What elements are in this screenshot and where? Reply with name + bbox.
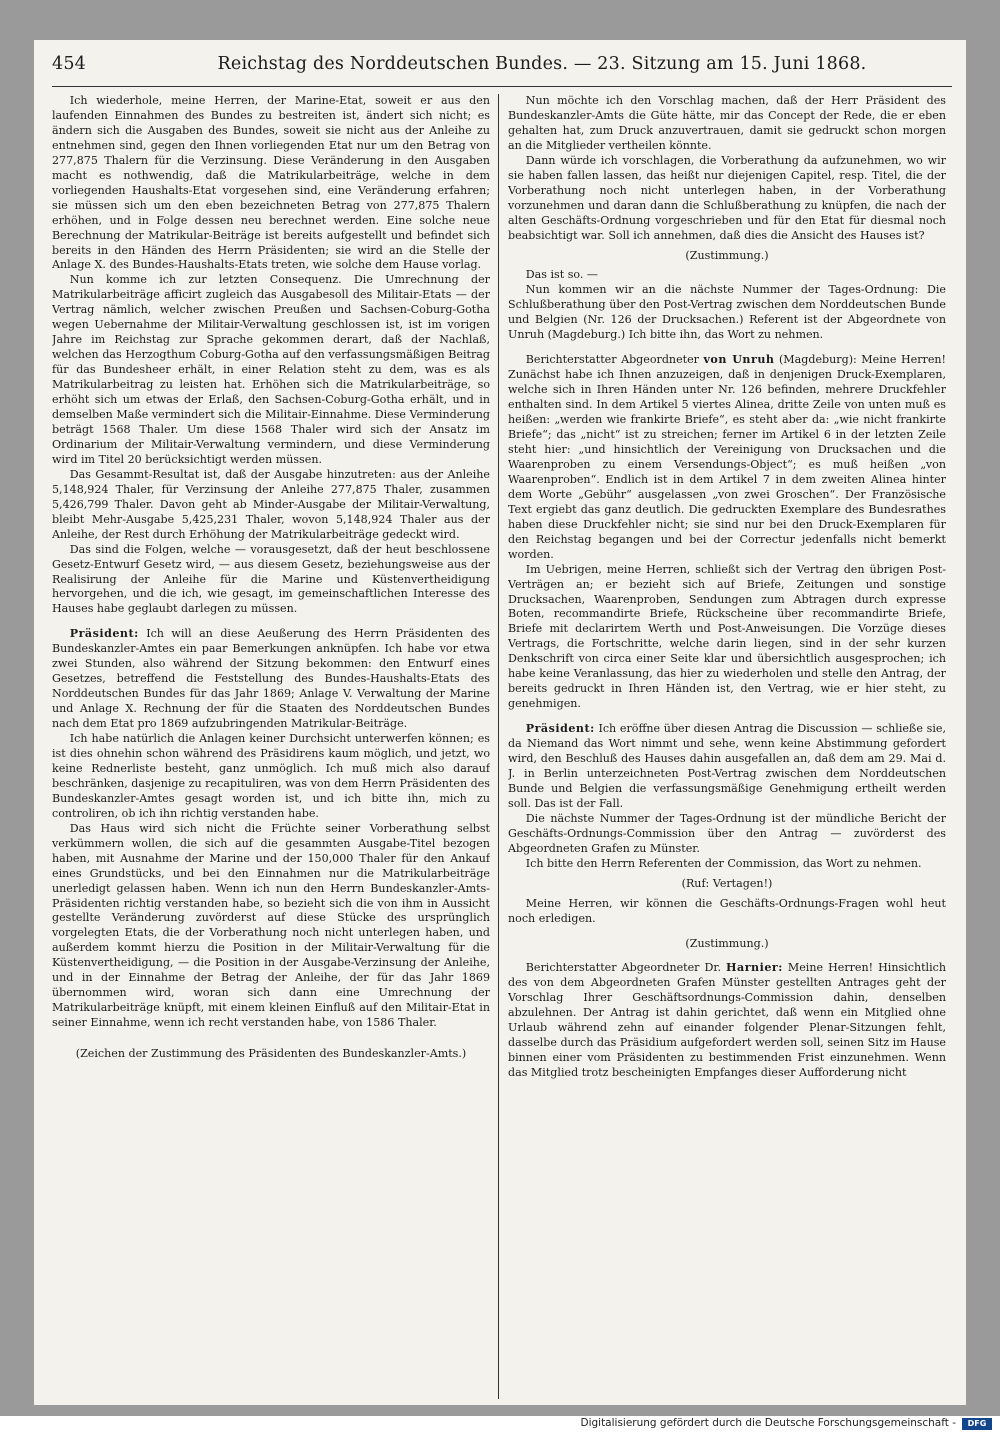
speech-text: Ich will an diese Aeußerung des Herrn Präsidenten des Bundeskanzler-Amtes ein paar Bemerkungen anknüpfen. Ich habe vor etwa zwei Stunden, also während der Sitzung bekommen: den Entwurf eines Gesetzes, betreffend die Feststellung des Bundes-Haushalts-Etats des Norddeutschen Bundes für das Jahr 1869; Anlage V. Verwaltung der Marine und Anlage X. Rechnung der für die Staaten des Norddeutschen Bundes nach dem Etat pro 1869 aufzubringenden Matrikular-Beiträge. [52,627,490,731]
speaker-name: Präsident: [69,627,139,641]
header-rule [52,86,952,87]
running-title: Reichstag des Norddeutschen Bundes. — 23. Sitzung am 15. Juni 1868. [217,54,867,74]
right-column [508,94,946,1382]
stage-direction: (Zustimmung.) [685,248,769,262]
speaker-role: Berichterstatter Abgeordneter Dr. [525,961,722,975]
dfg-logo: DFG [962,1418,992,1430]
president-speech [508,722,946,812]
paragraph: Im Uebrigen, meine Herren, schließt sich der Vertrag den übrigen Post-Verträgen an; er bezieht sich auf Briefe, Zeitungen und sonstige Drucksachen, Waarenproben, Sendungen zum Abtragen durch expresse Boten, recommandirte Briefe, Rückscheine über recommandirte Briefe, Briefe mit declarirtem Werth und Post-Anweisungen. Die Vorzüge dieses Vertrags, die Fortschritte, welche darin liegen, sind in der sehr kurzen Denkschrift von circa einer Seite klar und übersichtlich ausgesprochen; ich habe keine Veranlassung, das hier zu wiederholen und stelle den Antrag, der bereits gedruckt in Ihren Händen ist, den Vertrag, wie er hier steht, zu genehmigen. [508,562,946,711]
paragraph: Die nächste Nummer der Tages-Ordnung ist der mündliche Bericht der Geschäfts-Ordnungs-Commission über den Antrag — zuvörderst des Abgeordneten Grafen zu Münster. [508,811,946,855]
speech-text: Meine Herren! Hinsichtlich des von dem Abgeordneten Grafen Münster gestellten Antrages geht der Vorschlag Ihrer Geschäftsordnungs-Commission dahin, denselben abzulehnen. Der Antrag ist dahin gerichtet, daß wenn ein Mitglied ohne Urlaub während zehn auf einander folgender Plenar-Sitzungen fehlt, dasselbe durch das Präsidium aufgefordert werden soll, seinen Sitz im Hause binnen einer vom Präsidenten zu bestimmenden Frist einzunehmen. Wenn das Mitglied trotz bescheinigten Empfanges dieser Aufforderung nicht [508,961,946,1080]
paragraph: Ich wiederhole, meine Herren, der Marine-Etat, soweit er aus den laufenden Einnahmen des Bundes zu bestreiten ist, ändert sich nicht; es ändern sich die Ausgaben des Bundes, soweit sie nicht aus der Anleihe zu entnehmen sind, gegen den Ihnen vorliegenden Etat nur um den Betrag von 277,875 Thalern für die Verzinsung. Diese Veränderung in den Ausgaben macht es nothwendig, daß die Matrikularbeiträge, welche in dem vorliegenden Haushalts-Etat vorgesehen sind, eine Veränderung erfahren; sie müssen sich um den eben bezeichneten Betrag von 277,875 Thalern erhöhen, und in Folge dessen neu berechnet werden. Eine solche neue Berechnung der Matrikular-Beiträge ist bereits aufgestellt und befindet sich bereits in den Händen des Herrn Präsidenten; sie wird an die Stelle der Anlage X. des Bundes-Haushalts-Etats treten, wie solche dem Hause vorlag. [52,94,490,272]
paragraph: Nun möchte ich den Vorschlag machen, daß der Herr Präsident des Bundeskanzler-Amts die Güte hätte, mir das Concept der Rede, die er eben gehalten hat, zum Druck anzuvertrauen, damit sie gedruckt schon morgen an die Mitglieder vertheilen könnte. [508,94,946,152]
paragraph: Das Haus wird sich nicht die Früchte seiner Vorberathung selbst verkümmern wollen, die sich auf die gesammten Ausgabe-Titel bezogen haben, mit Ausnahme der Marine und der 150,000 Thaler für den Ankauf eines Grundstücks, und bei den Einnahmen nur die Matrikularbeiträge unerledigt gelassen haben. Wenn ich nun den Herrn Bundeskanzler-Amts-Präsidenten richtig verstanden habe, so bezieht sich die von ihm in Aussicht gestellte Veränderung zuvörderst auf diese Stücke des ursprünglich vorgelegten Etats, die der Vorberathung noch nicht unterlegen haben, und außerdem kommt hierzu die Position in der Militair-Verwaltung für die Küstenvertheidigung, — die Position in der Ausgabe-Verzinsung der Anleihe, und in der Einnahme der Betrag der Anleihe, der für das Jahr 1869 übernommen wird, woran sich dann eine Umrechnung der Matrikularbeiträge knüpft, mit einem kleinen Einfluß auf den Militair-Etat in seiner Einnahme, wenn ich recht verstanden habe, von 1586 Thaler. [52,821,490,1030]
speech-text: (Magdeburg): Meine Herren! Zunächst habe ich Ihnen anzuzeigen, daß in denjenigen Druck-Exemplaren, welche sich in Ihren Händen unter Nr. 126 befinden, mehrere Druckfehler enthalten sind. In dem Artikel 5 viertes Alinea, dritte Zeile von unten muß es heißen: „werden wie frankirte Briefe“, es steht aber da: „wie nicht frankirte Briefe“; das „nicht“ ist zu streichen; ferner im Artikel 6 in der letzten Zeile steht hier: „und hinsichtlich der Vereinigung von Drucksachen und die Waarenproben zu einem Versendungs-Object“; es muß heißen „von Waarenproben“. Endlich ist in dem Artikel 7 in dem zweiten Alinea hinter dem Worte „Gebühr“ ausgelassen „von zwei Groschen“. Der Französische Text ergiebt das ganz deutlich. Die gedruckten Exemplare des Bundesrathes haben diese Druckfehler nicht; sie sind nur bei den Druck-Exemplaren für den Reichstag begangen und bei der Correctur jedenfalls nicht bemerkt worden. [508,353,946,561]
paragraph: Ich bitte den Herrn Referenten der Commission, das Wort zu nehmen. [525,856,922,870]
stage-direction: (Zeichen der Zustimmung des Präsidenten des Bundeskanzler-Amts.) [75,1047,467,1061]
column-divider [498,94,499,1399]
paragraph: Meine Herren, wir können die Geschäfts-Ordnungs-Fragen wohl heut noch erledigen. [508,896,946,925]
speaker-name: Harnier: [726,961,783,975]
paragraph: Dann würde ich vorschlagen, die Vorberathung da aufzunehmen, wo wir sie haben fallen lassen, das heißt nur diejenigen Capitel, resp. Titel, die der Vorberathung noch nicht unterlegen haben, in der Vorberathung vorzunehmen und daran dann die Schlußberathung zu knüpfen, die nach der alten Geschäfts-Ordnung vorgeschrieben und für den Etat für diesmal noch beabsichtigt war. Soll ich annehmen, daß dies die Ansicht des Hauses ist? [508,153,946,242]
speaker-role: Berichterstatter Abgeordneter [525,353,699,367]
paragraph: Nun kommen wir an die nächste Nummer der Tages-Ordnung: Die Schlußberathung über den Post-Vertrag zwischen dem Norddeutschen Bunde und Belgien (Nr. 126 der Drucksachen.) Referent ist der Abgeordnete von Unruh (Magdeburg.) Ich bitte ihn, das Wort zu nehmen. [508,283,946,342]
page-header [52,54,952,84]
speaker-name: von Unruh [703,353,775,367]
funding-notice: Digitalisierung gefördert durch die Deutsche Forschungsgemeinschaft - [580,1417,956,1429]
paragraph: Das sind die Folgen, welche — vorausgesetzt, daß der heut beschlossene Gesetz-Entwurf Gesetz wird, — aus diesem Gesetz, beziehungsweise aus der Realisirung der Anleihe für die Marine und Küstenvertheidigung hervorgehen, und die ich, wie gesagt, im gemeinschaftlichen Interesse des Hauses habe geglaubt darlegen zu müssen. [52,542,490,616]
paragraph: Das ist so. — [525,268,599,282]
stage-direction: (Zustimmung.) [685,936,769,950]
president-speech [52,627,490,732]
speaker-name: Präsident: [525,722,595,736]
paragraph: Nun komme ich zur letzten Consequenz. Die Umrechnung der Matrikularbeiträge afficirt zugleich das Ausgabesoll des Militair-Etats — der Vertrag nämlich, welcher zwischen Preußen und Sachsen-Coburg-Gotha wegen Uebernahme der Militair-Verwaltung geschlossen ist, ist im vorigen Jahre im Reichstag zur Sprache gekommen derart, daß der Nachlaß, welchen das Herzogthum Coburg-Gotha auf den verfassungsmäßigen Beitrag für das Bundesheer erhält, in einer Relation steht zu dem, was es als Matrikularbeitrag zu leisten hat. Erhöhen sich die Matrikularbeiträge, so erhöht sich um etwas der Erlaß, den Sachsen-Coburg-Gotha erhält, und in demselben Maße vermindert sich die Militair-Einnahme. Diese Verminderung beträgt 1568 Thaler. Um diese 1568 Thaler wird sich der Ansatz im Ordinarium der Militair-Verwaltung vermindern, und diese Verminderung wird im Titel 20 berücksichtigt werden müssen. [52,273,490,466]
stage-direction: (Ruf: Vertagen!) [681,876,773,890]
paragraph: Ich habe natürlich die Anlagen keiner Durchsicht unterwerfen können; es ist dies ohnehin schon während des Präsidirens kaum möglich, und jetzt, wo keine Rednerliste besteht, ganz unmöglich. Ich muß mich also darauf beschränken, dasjenige zu recapituliren, was von dem Herrn Präsidenten des Bundeskanzler-Amtes gesagt worden ist, und ich bitte ihn, mich zu controliren, ob ich ihn richtig verstanden habe. [52,732,490,820]
page-sheet [34,40,966,1405]
harnier-speech [508,961,946,1081]
speech-text: Ich eröffne über diesen Antrag die Discussion — schließe sie, da Niemand das Wort nimmt und sehe, wenn keine Abstimmung gefordert wird, den Beschluß des Hauses dahin ausgefallen an, daß dem am 29. Mai d. J. in Berlin unterzeichneten Post-Vertrag zwischen dem Norddeutschen Bunde und Belgien die verfassungsmäßige Genehmigung ertheilt werden soll. Das ist der Fall. [508,722,946,810]
unruh-speech [508,353,946,562]
paragraph: Das Gesammt-Resultat ist, daß der Ausgabe hinzutreten: aus der Anleihe 5,148,924 Thaler, für Verzinsung der Anleihe 277,875 Thaler, zusammen 5,426,799 Thaler. Davon geht ab Minder-Ausgabe der Militair-Verwaltung, bleibt Mehr-Ausgabe 5,425,231 Thaler, wovon 5,148,924 Thaler aus der Anleihe, der Rest durch Erhöhung der Matrikularbeiträge gedeckt wird. [52,467,490,541]
page-number: 454 [52,54,87,74]
left-column [52,94,490,1382]
